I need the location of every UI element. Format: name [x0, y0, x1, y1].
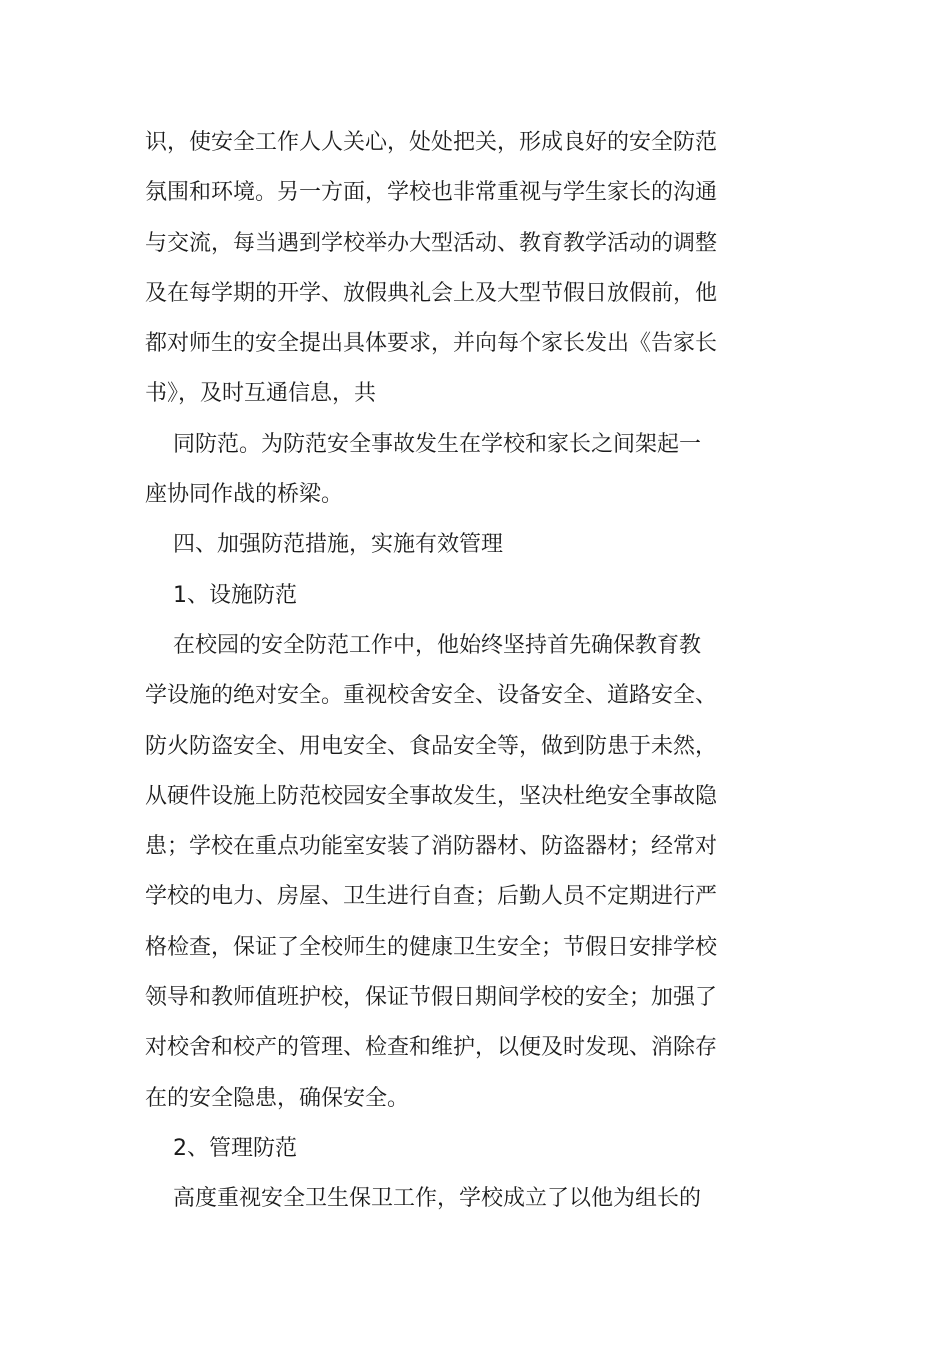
- text-line: 及在每学期的开学、放假典礼会上及大型节假日放假前，他: [145, 280, 718, 306]
- text-line: 氛围和环境。另一方面，学校也非常重视与学生家长的沟通: [145, 180, 718, 206]
- text-line: 学设施的绝对安全。重视校舍安全、设备安全、道路安全、: [145, 683, 718, 709]
- subsection-heading: 1、设施防范: [145, 582, 297, 608]
- text-line: 对校舍和校产的管理、检查和维护，以便及时发现、消除存: [145, 1035, 718, 1061]
- text-line: 都对师生的安全提出具体要求，并向每个家长发出《告家长: [145, 331, 718, 357]
- text-line: 格检查，保证了全校师生的健康卫生安全；节假日安排学校: [145, 934, 718, 960]
- body-text: [145, 118, 755, 1225]
- text-line: 防火防盗安全、用电安全、食品安全等，做到防患于未然，: [145, 733, 718, 759]
- text-line: 学校的电力、房屋、卫生进行自查；后勤人员不定期进行严: [145, 884, 718, 910]
- text-line: 高度重视安全卫生保卫工作，学校成立了以他为组长的: [145, 1186, 701, 1212]
- text-line: 识，使安全工作人人关心，处处把关，形成良好的安全防范: [145, 130, 718, 155]
- subsection-heading: 2、管理防范: [145, 1135, 297, 1161]
- text-line: 座协同作战的桥梁。: [145, 482, 344, 508]
- text-line: 患；学校在重点功能室安装了消防器材、防盗器材；经常对: [145, 834, 718, 860]
- text-line: 领导和教师值班护校，保证节假日期间学校的安全；加强了: [145, 985, 718, 1011]
- text-line: 书》，及时互通信息，共: [145, 381, 377, 407]
- text-line: 与交流，每当遇到学校举办大型活动、教育教学活动的调整: [145, 230, 718, 256]
- text-line: 在的安全隐患，确保安全。: [145, 1085, 410, 1111]
- text-line: 从硬件设施上防范校园安全事故发生，坚决杜绝安全事故隐: [145, 783, 718, 809]
- section-heading: 四、加强防范措施，实施有效管理: [145, 532, 503, 558]
- text-line: 同防范。为防范安全事故发生在学校和家长之间架起一: [145, 431, 701, 457]
- text-line: 在校园的安全防范工作中，他始终坚持首先确保教育教: [145, 632, 701, 658]
